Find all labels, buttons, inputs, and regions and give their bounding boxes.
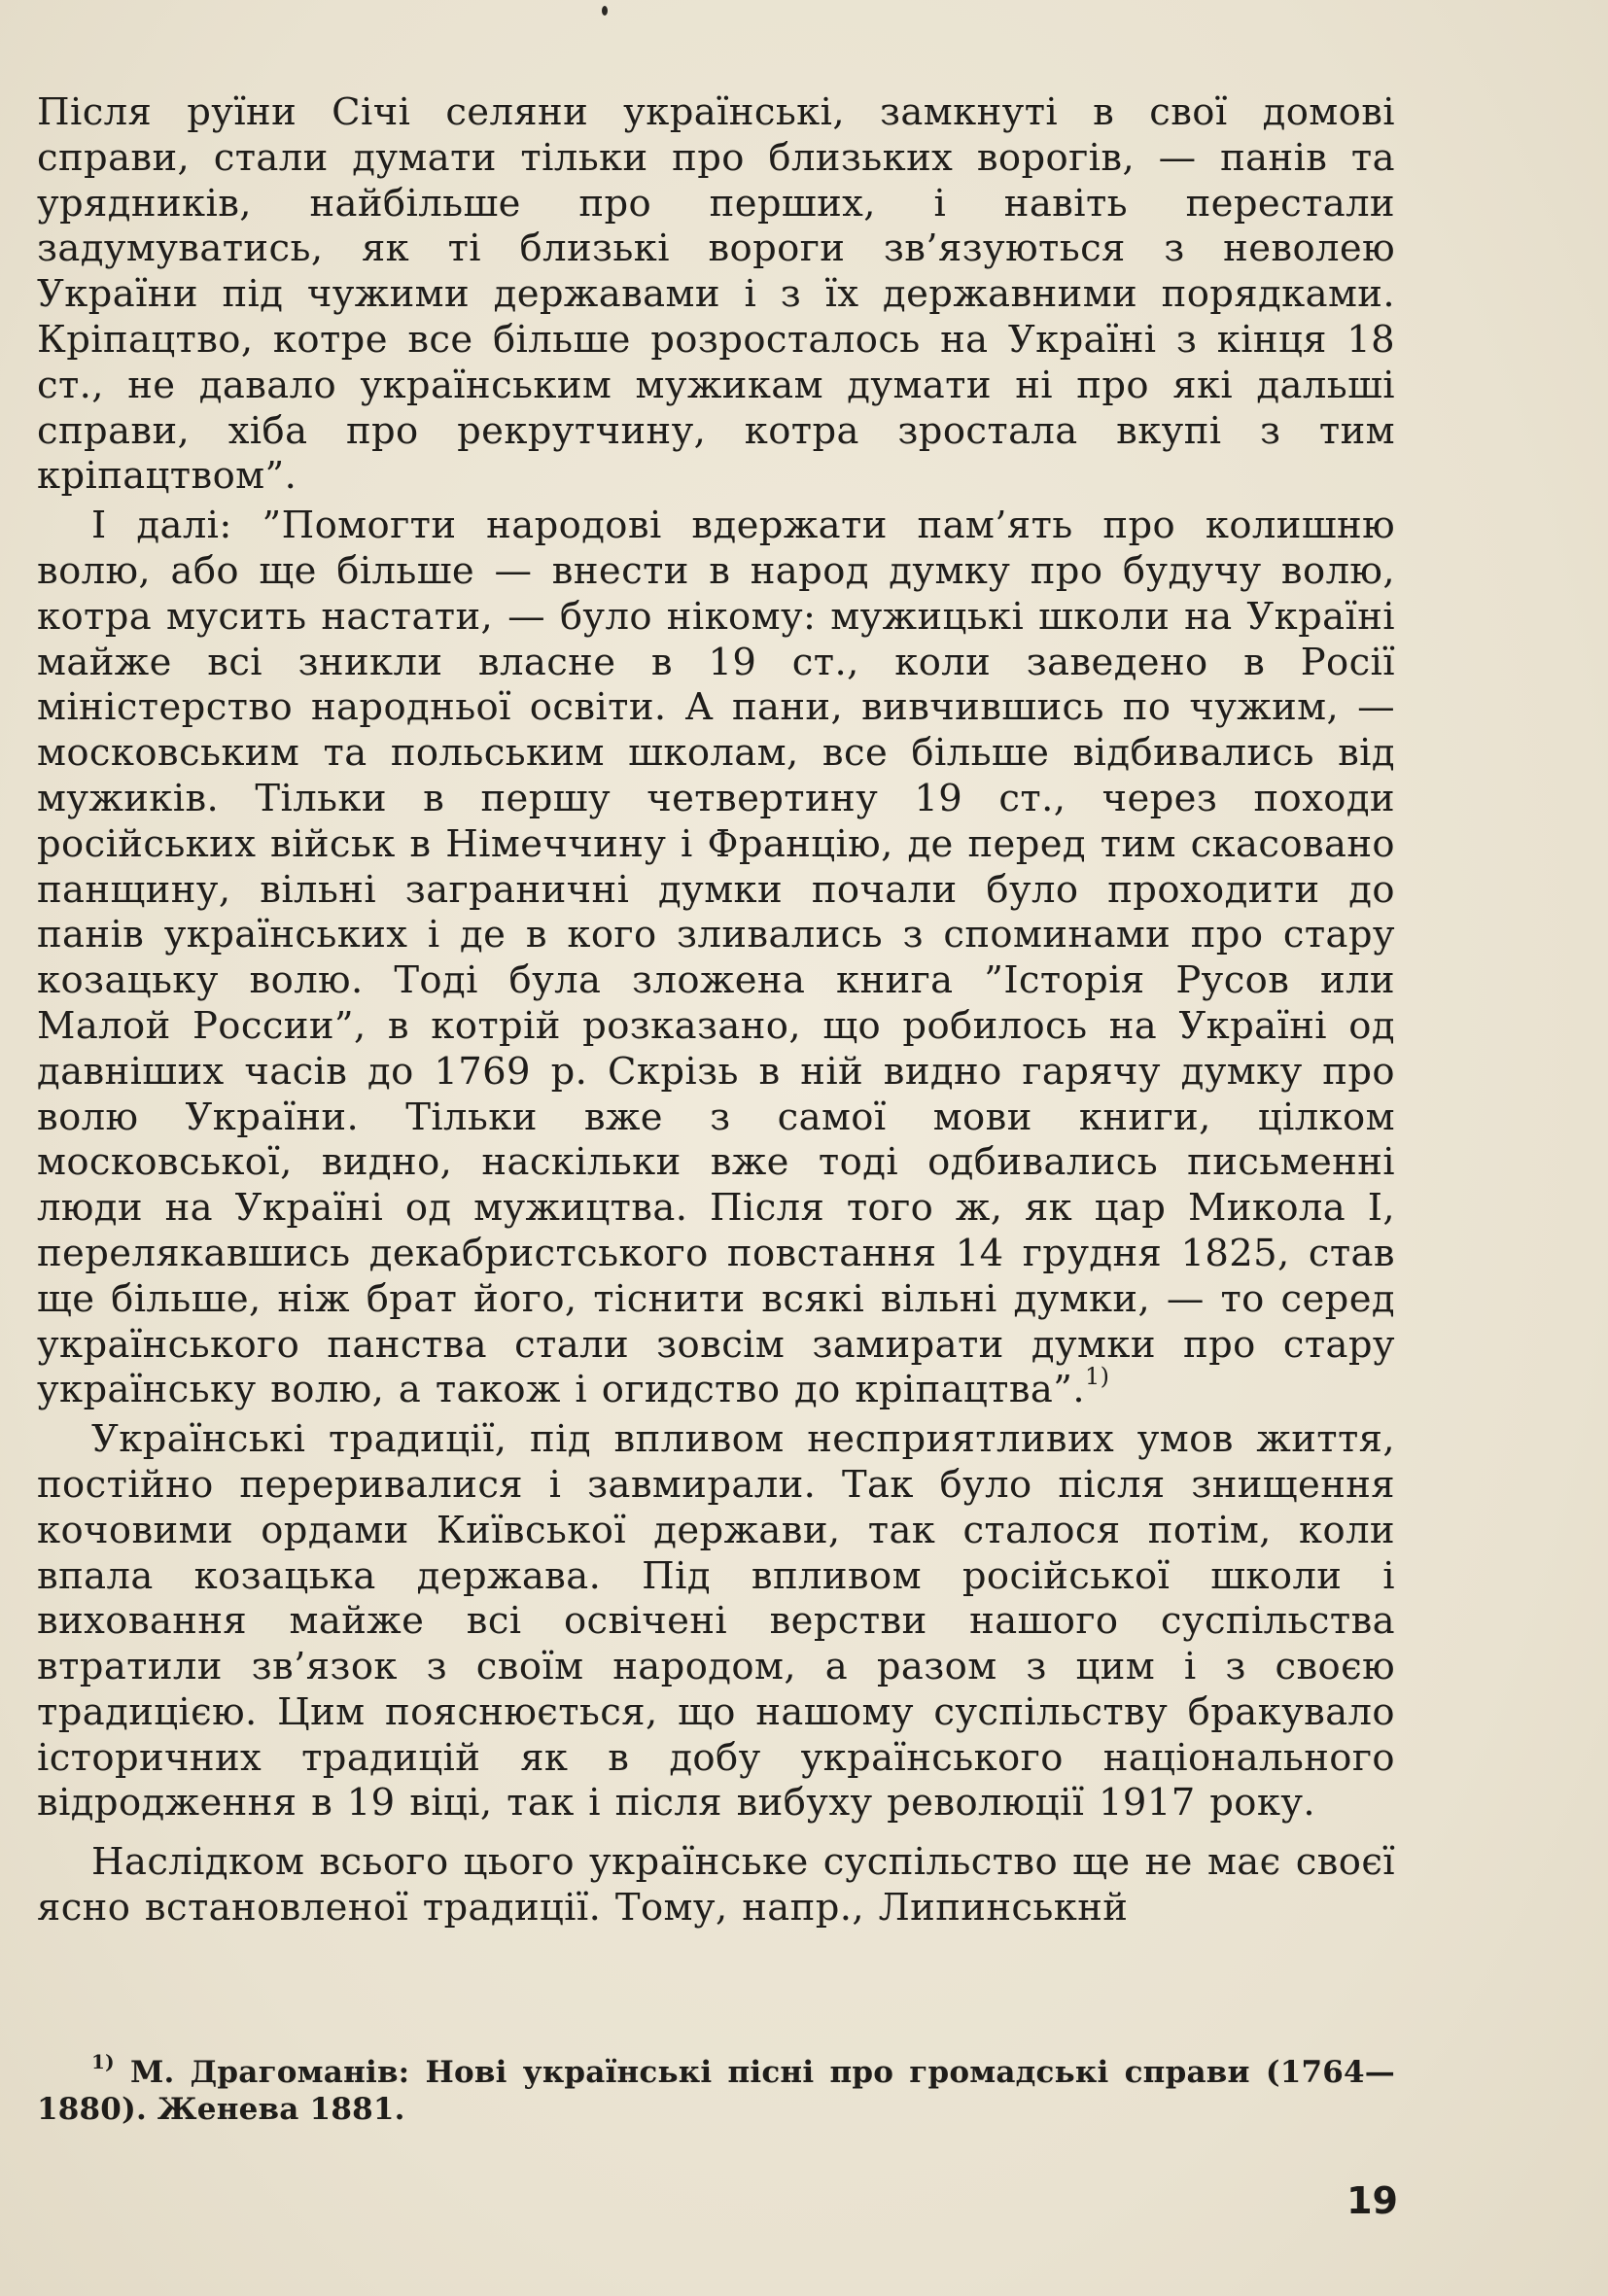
- body-text: [37, 90, 1395, 1931]
- footnote-marker: 1): [91, 2049, 115, 2073]
- print-speck: [602, 6, 608, 16]
- paragraph-continued-quote: Після руїни Січі селяни українські, замкнуті в свої домові справи, стали думати тільки про близьких ворогів, — панів та урядників, найбільше про перших, і навіть перестали задумуватись, як ті близькі вороги зв’язуються з неволею України під чужими державами і з їх державними порядками. Кріпацтво, котре все більше розросталось на Україні з кінця 18 ст., не давало українським мужикам думати ні про які дальші справи, хіба про рекрутчину, котра зростала вкупі з тим кріпацтвом”.: [37, 90, 1395, 499]
- footnote-reference: 1): [1085, 1363, 1110, 1391]
- footnote: [37, 2049, 1395, 2128]
- paragraph-text: І далі: ”Помогти народові вдержати пам’ять про колишню волю, або ще більше — внести в народ думку про будучу волю, котра мусить настати, — було нікому: мужицькі школи на Україні майже всі зникли власне в 19 ст., коли заведено в Росії міністерство народньої освіти. А пани, вивчившись по чужим, — московським та польським школам, все більше відбивались від мужиків. Тільки в першу четвертину 19 ст., через походи російських військ в Німеччину і Францію, де перед тим скасовано панщину, вільні заграничні думки почали було проходити до панів українських і де в кого зливались з споминами про стару козацьку волю. Тоді була зложена книга ”Історія Русов или Малой России”, в котрій розказано, що робилось на Україні од давніших часів до 1769 р. Скрізь в ній видно гарячу думку про волю України. Тільки вже з самої мови книги, цілком московської, видно, наскільки вже тоді одбивались письменні люди на Україні од мужицтва. Після того ж, як цар Микола І, перелякавшись декабристського повстання 14 грудня 1825, став ще більше, ніж брат його, тіснити всякі вільні думки, — то серед українського панства стали зовсім замирати думки про стару українську волю, а також і огидство до кріпацтва”.: [37, 504, 1395, 1412]
- page-number: 19: [1346, 2179, 1398, 2222]
- paragraph-traditions: Українські традиції, під впливом несприятливих умов життя, постійно переривалися і завмирали. Так було після знищення кочовими ордами Київської держави, так сталося потім, коли впала козацька держава. Під впливом російської школи і виховання майже всі освічені верстви нашого суспільства втратили зв’язок з своїм народом, а разом з цим і з своєю традицією. Цим пояснюється, що нашому суспільству бракувало історичних традицій як в добу українського національного відродження в 19 віці, так і після вибуху революції 1917 року.: [37, 1417, 1395, 1826]
- paragraph-quote-continued: [37, 504, 1395, 1413]
- footnote-text: М. Драгоманів: Нові українські пісні про громадські справи (1764—1880). Женева 1881.: [37, 2055, 1395, 2127]
- paragraph-consequence: Наслідком всього цього українське суспільство ще не має своєї ясно встановленої традиції. Тому, напр., Липинськнй: [37, 1840, 1395, 1931]
